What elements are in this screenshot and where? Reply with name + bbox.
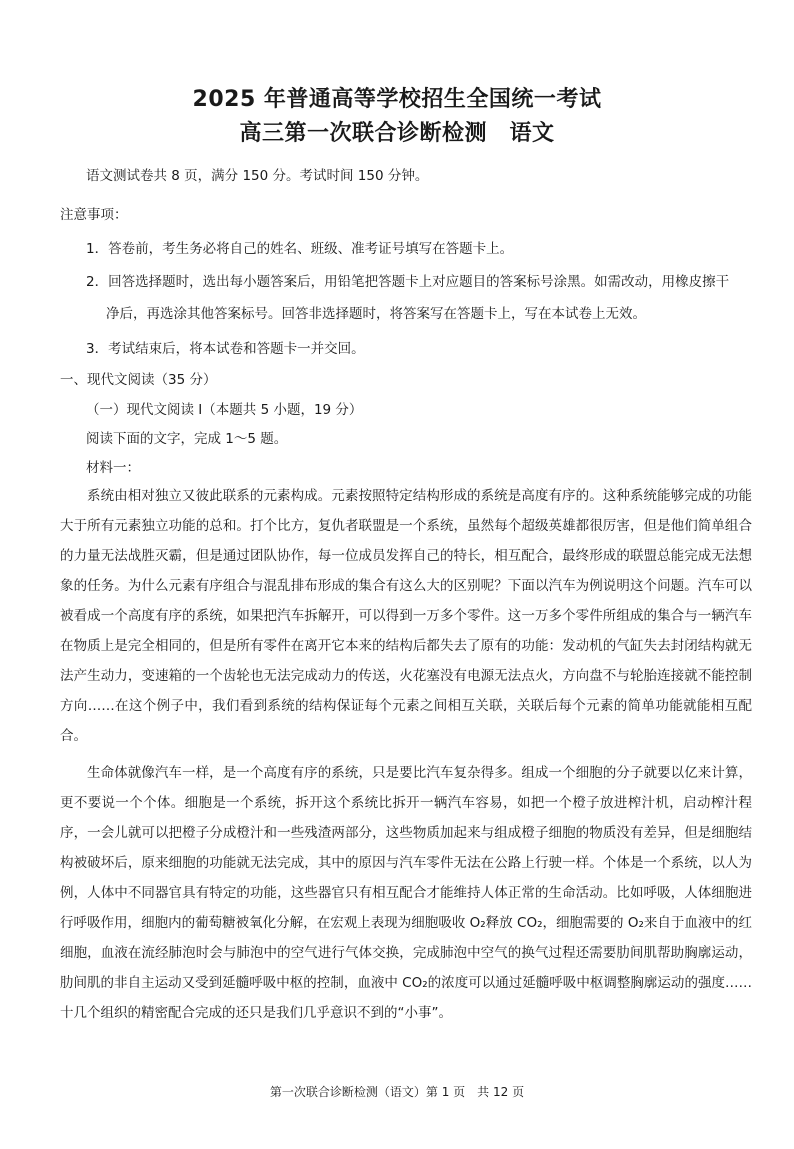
notice-item-3: 3．考试结束后，将本试卷和答题卡一并交回。 <box>86 341 365 357</box>
reading-instruction: 阅读下面的文字，完成 1～5 题。 <box>86 431 288 447</box>
exam-title: 2025 年普通高等学校招生全国统一考试 <box>192 87 602 112</box>
notice-item-2-cont: 净后，再选涂其他答案标号。回答非选择题时，将答案写在答题卡上，写在本试卷上无效。 <box>106 306 646 322</box>
exam-intro: 语文测试卷共 8 页，满分 150 分。考试时间 150 分钟。 <box>86 168 429 184</box>
subsection-heading: （一）现代文阅读 I（本题共 5 小题，19 分） <box>86 402 363 418</box>
section-heading: 一、现代文阅读（35 分） <box>60 372 217 388</box>
material-label: 材料一： <box>86 460 140 476</box>
notice-heading: 注意事项： <box>60 207 128 223</box>
material-paragraph-2: 生命体就像汽车一样，是一个高度有序的系统，只是要比汽车复杂得多。组成一个细胞的分子就要以亿来计算，更不要说一个个体。细胞是一个系统，拆开这个系统比拆开一辆汽车容易，如把一个橙子放进榨汁机，启动榨汁程序，一会儿就可以把橙子分成橙汁和一些残渣两部分，这些物质加起来与组成橙子细胞的物质没有差异，但是细胞结构被破坏后，原来细胞的功能就无法完成，其中的原因与汽车零件无法在公路上行驶一样。个体是一个系统，以人为例，人体中不同器官具有特定的功能，这些器官只有相互配合才能维持人体正常的生命活动。比如呼吸，人体细胞进行呼吸作用，细胞内的葡萄糖被氧化分解，在宏观上表现为细胞吸收 O₂释放 CO₂，细胞需要的 O₂来自于血液中的红细胞，血液在流经肺泡时会与肺泡中的空气进行气体交换，完成肺泡中空气的换气过程还需要肋间肌帮助胸廓运动，肋间肌的非自主运动又受到延髓呼吸中枢的控制，血液中 CO₂的浓度可以通过延髓呼吸中枢调整胸廓运动的强度……十几个组织的精密配合完成的还只是我们几乎意识不到的“小事”。 <box>60 765 752 1021</box>
material-paragraph-1: 系统由相对独立又彼此联系的元素构成。元素按照特定结构形成的系统是高度有序的。这种系统能够完成的功能大于所有元素独立功能的总和。打个比方，复仇者联盟是一个系统，虽然每个超级英雄都很厉害，但是他们简单组合的力量无法战胜灭霸，但是通过团队协作，每一位成员发挥自己的特长，相互配合，最终形成的联盟总能完成无法想象的任务。为什么元素有序组合与混乱排布形成的集合有这么大的区别呢？下面以汽车为例说明这个问题。汽车可以被看成一个高度有序的系统，如果把汽车拆解开，可以得到一万多个零件。这一万多个零件所组成的集合与一辆汽车在物质上是完全相同的，但是所有零件在离开它本来的结构后都失去了原有的功能：发动机的气缸失去封闭结构就无法产生动力，变速箱的一个齿轮也无法完成动力的传送，火花塞没有电源无法点火，方向盘不与轮胎连接就不能控制方向……在这个例子中，我们看到系统的结构保证每个元素之间相互关联，关联后每个元素的简单功能就能相互配合。 <box>60 488 752 744</box>
notice-item-2: 2．回答选择题时，选出每小题答案后，用铅笔把答题卡上对应题目的答案标号涂黑。如需改动，用橡皮擦干 <box>86 274 730 290</box>
page-footer: 第一次联合诊断检测（语文）第 1 页 共 12 页 <box>269 1085 525 1099</box>
exam-subtitle: 高三第一次联合诊断检测 语文 <box>239 121 555 146</box>
notice-item-1: 1．答卷前，考生务必将自己的姓名、班级、准考证号填写在答题卡上。 <box>86 241 514 257</box>
